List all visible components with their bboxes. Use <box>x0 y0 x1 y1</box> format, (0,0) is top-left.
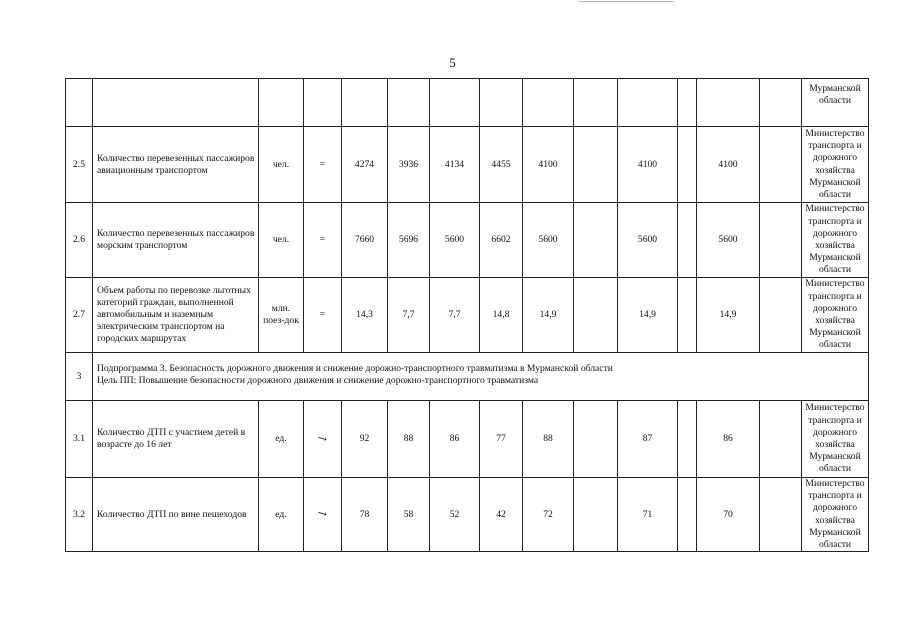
value-cell: 4134 <box>430 127 480 203</box>
value-cell: 7,7 <box>430 278 480 353</box>
value-cell <box>760 478 802 552</box>
row-number: 2.5 <box>66 127 93 203</box>
value-cell <box>574 79 618 127</box>
value-cell <box>388 79 430 127</box>
value-cell <box>480 79 523 127</box>
unit-cell: млн. поез-док <box>259 278 304 353</box>
subprogram-title: Подпрограмма 3. Безопасность дорожного движения и снижение дорожно-транспортного травматизма в Мурманской области <box>97 363 613 374</box>
value-cell <box>574 278 618 353</box>
value-cell: 14,9 <box>697 278 760 353</box>
value-cell: 88 <box>388 401 430 478</box>
value-cell: 52 <box>430 478 480 552</box>
value-cell <box>574 203 618 278</box>
value-cell <box>574 478 618 552</box>
value-cell: 4100 <box>697 127 760 203</box>
trend-cell: = <box>304 127 342 203</box>
value-cell: 3936 <box>388 127 430 203</box>
value-cell: 78 <box>342 478 388 552</box>
subprogram-header <box>93 353 869 401</box>
unit-cell: ед. <box>259 401 304 478</box>
table-row <box>66 127 869 203</box>
trend-cell: = <box>304 203 342 278</box>
value-cell: 14,8 <box>480 278 523 353</box>
value-cell: 72 <box>523 478 574 552</box>
decrease-trend-icon: ↘ <box>315 506 330 522</box>
value-cell: 86 <box>430 401 480 478</box>
value-cell <box>574 127 618 203</box>
responsible-cell: Министерство транспорта и дорожного хозяйства Мурманской области <box>802 127 869 203</box>
value-cell <box>760 127 802 203</box>
subprogram-number: 3 <box>66 353 93 401</box>
value-cell <box>430 79 480 127</box>
value-cell <box>760 79 802 127</box>
indicator-name: Количество перевезенных пассажиров морским транспортом <box>93 203 259 278</box>
row-number: 2.7 <box>66 278 93 353</box>
value-cell: 4100 <box>618 127 678 203</box>
value-cell: 6602 <box>480 203 523 278</box>
indicators-table <box>65 78 869 552</box>
subprogram-row <box>66 353 869 401</box>
responsible-cell: Министерство транспорта и дорожного хозяйства Мурманской области <box>802 278 869 353</box>
table-row <box>66 79 869 127</box>
value-cell <box>678 127 697 203</box>
value-cell: 77 <box>480 401 523 478</box>
value-cell <box>342 79 388 127</box>
indicator-name: Количество перевезенных пассажиров авиационным транспортом <box>93 127 259 203</box>
unit-cell <box>259 79 304 127</box>
value-cell: 5600 <box>618 203 678 278</box>
value-cell <box>760 203 802 278</box>
indicator-name: Количество ДТП с участием детей в возрасте до 16 лет <box>93 401 259 478</box>
row-number <box>66 79 93 127</box>
row-number: 3.1 <box>66 401 93 478</box>
value-cell: 14,3 <box>342 278 388 353</box>
value-cell: 5600 <box>430 203 480 278</box>
row-number: 3.2 <box>66 478 93 552</box>
value-cell: 71 <box>618 478 678 552</box>
unit-cell: чел. <box>259 203 304 278</box>
value-cell: 7660 <box>342 203 388 278</box>
value-cell <box>760 278 802 353</box>
value-cell <box>678 79 697 127</box>
value-cell: 14,9 <box>523 278 574 353</box>
scan-edge-mark <box>578 1 674 2</box>
value-cell: 92 <box>342 401 388 478</box>
table-row <box>66 203 869 278</box>
value-cell <box>760 401 802 478</box>
value-cell <box>678 401 697 478</box>
decrease-trend-icon: ↘ <box>315 430 330 447</box>
value-cell: 4274 <box>342 127 388 203</box>
responsible-cell: Министерство транспорта и дорожного хозяйства Мурманской области <box>802 401 869 478</box>
trend-cell <box>304 79 342 127</box>
table-row <box>66 478 869 552</box>
table-body <box>66 79 869 552</box>
indicator-name: Количество ДТП по вине пешеходов <box>93 478 259 552</box>
value-cell <box>523 79 574 127</box>
value-cell: 87 <box>618 401 678 478</box>
value-cell: 42 <box>480 478 523 552</box>
trend-cell <box>304 401 342 478</box>
indicator-name <box>93 79 259 127</box>
page-number: 5 <box>449 55 456 70</box>
value-cell: 14,9 <box>618 278 678 353</box>
subprogram-goal: Цель ПП: Повышение безопасности дорожного движения и снижение дорожно-транспортного травматизма <box>97 375 539 386</box>
value-cell: 7,7 <box>388 278 430 353</box>
trend-cell: = <box>304 278 342 353</box>
value-cell: 5696 <box>388 203 430 278</box>
value-cell: 4100 <box>523 127 574 203</box>
value-cell <box>574 401 618 478</box>
table-row <box>66 278 869 353</box>
value-cell: 5600 <box>697 203 760 278</box>
responsible-cell: Министерство транспорта и дорожного хозяйства Мурманской области <box>802 203 869 278</box>
unit-cell: чел. <box>259 127 304 203</box>
responsible-cell: Министерство транспорта и дорожного хозяйства Мурманской области <box>802 478 869 552</box>
value-cell <box>618 79 678 127</box>
value-cell <box>697 79 760 127</box>
value-cell: 88 <box>523 401 574 478</box>
trend-cell <box>304 478 342 552</box>
responsible-cell: Мурманской области <box>802 79 869 127</box>
value-cell <box>678 278 697 353</box>
value-cell: 58 <box>388 478 430 552</box>
value-cell <box>678 478 697 552</box>
value-cell: 70 <box>697 478 760 552</box>
value-cell: 4455 <box>480 127 523 203</box>
table-row <box>66 401 869 478</box>
value-cell: 86 <box>697 401 760 478</box>
row-number: 2.6 <box>66 203 93 278</box>
indicator-name: Объем работы по перевозке льготных категорий граждан, выполненной автомобильным и наземным электрическим транспортом на городских маршрутах <box>93 278 259 353</box>
value-cell: 5600 <box>523 203 574 278</box>
value-cell <box>678 203 697 278</box>
unit-cell: ед. <box>259 478 304 552</box>
